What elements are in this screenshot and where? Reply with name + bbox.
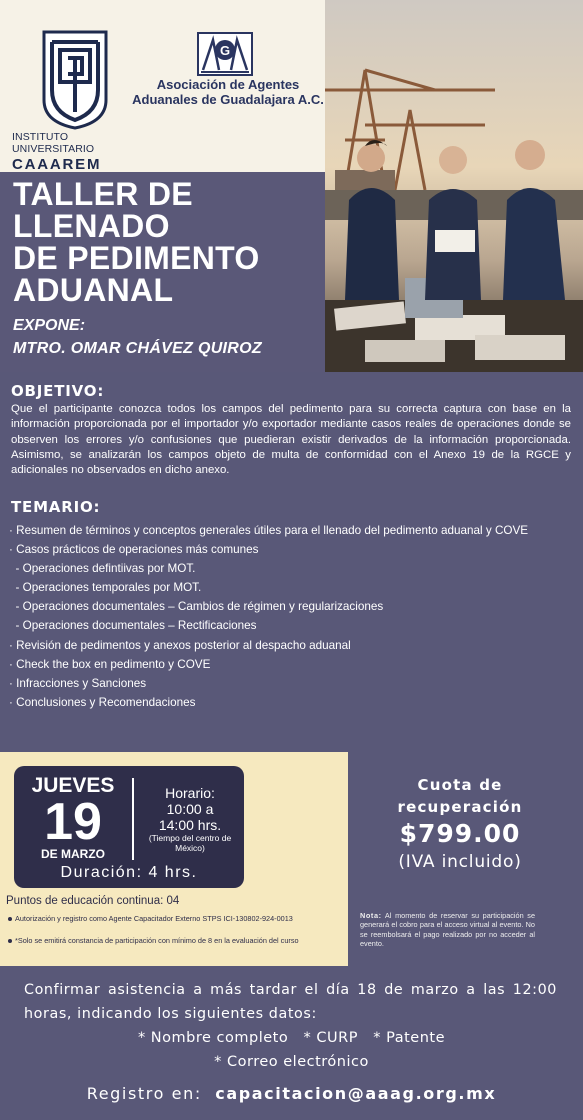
temario-item: - Operaciones temporales por MOT. [9,581,202,595]
temario-item: - Operaciones defintiivas por MOT. [9,562,196,576]
institute-name-line2: CAAAREM [12,156,102,173]
bullet-icon [8,917,12,921]
workshop-title [13,178,323,306]
payment-note-label: Nota: [360,911,382,920]
bullet-icon [8,939,12,943]
cuota-heading-line2: recuperación [397,798,523,816]
temario-item: - Operaciones documentales – Rectificaciones [9,619,257,633]
objetivo-text: Que el participante conozca todos los campos del pedimento para su correcta captura con base en la información proporcionada por el importador y/o exportador mediante casos reales de operaciones donde se observen los errores y/o confusiones que puedieran existir derivados de la información proporcionada. Asimismo, se analizarán los campos objeto de multa de conformidad con el Anexo 19 de la RGCE y adicionales no observados en dicho anexo. [11,403,571,477]
business-meeting-photo [325,0,583,372]
event-day-number: 19 [44,793,102,851]
institute-name-line1: INSTITUTO UNIVERSITARIO [12,131,95,155]
cuota-heading [372,774,548,818]
expone-label: EXPONE: [13,317,86,334]
cuota-heading-line1: Cuota de [417,776,503,794]
timezone-note: (Tiempo del centro de México) [148,833,232,853]
horario-label: Horario: [165,785,215,801]
constancia-note-text: *Solo se emitirá constancia de participación con mínimo de 8 en la evaluación del curso [15,936,299,945]
institute-name [12,131,152,173]
title-line: LLENADO [13,208,170,244]
stps-note [8,914,338,923]
education-points: Puntos de educación continua: 04 [6,895,180,907]
temario-item: · Resumen de términos y conceptos generales útiles para el llenado del pedimento aduanal y COVE [9,524,529,537]
speaker-name: MTRO. OMAR CHÁVEZ QUIROZ [13,340,262,357]
association-name-line1: Asociación de Agentes [156,77,300,92]
tax-note: (IVA incluido) [398,852,522,872]
association-name-line2: Aduanales de Guadalajara A.C. [132,92,324,107]
date-divider [132,778,134,860]
title-line: TALLER DE [13,176,193,212]
title-line: DE PEDIMENTO [13,240,260,276]
registro-label: Registro en: [86,1084,202,1103]
temario-item: · Infracciones y Sanciones [9,676,147,690]
caaarem-logo-icon [42,30,108,130]
confirm-text: Confirmar asistencia a más tardar el día 18 de marzo a las 12:00 horas, indicando los siguientes datos: [24,982,557,1022]
horario-end: 14:00 hrs. [158,817,222,833]
required-data-line1: * Nombre completo * CURP * Patente [137,1030,446,1046]
registro-email-link[interactable]: capacitacion@aaag.org.mx [215,1084,497,1103]
temario-item: · Revisión de pedimentos y anexos posterior al despacho aduanal [9,638,351,652]
temario-heading: TEMARIO: [11,498,101,516]
price-amount: $799.00 [399,819,521,848]
horario-start: 10:00 a [166,801,214,817]
required-data-line2: * Correo electrónico [214,1054,369,1070]
registro-line [0,1084,583,1103]
title-line: ADUANAL [13,272,174,308]
stps-note-text: Autorización y registro como Agente Capacitador Externo STPS ICI-130802-924-0013 [15,914,293,923]
temario-item: · Check the box en pedimento y COVE [9,657,211,671]
event-month: DE MARZO [41,847,105,861]
constancia-note [8,936,338,945]
payment-note [360,911,535,948]
svg-text:G: G [219,43,231,58]
payment-note-text: Al momento de reservar su participación se generará el cobro para el acceso virtual al evento. No se reembolsará el pago realizado por no acceder al evento. [360,911,536,948]
event-day-name: JUEVES [31,774,115,797]
event-duration: Duración: 4 hrs. [60,864,198,881]
temario-list [9,521,579,712]
association-name [128,77,328,107]
objetivo-heading: OBJETIVO: [11,382,105,400]
temario-item: - Operaciones documentales – Cambios de régimen y regularizaciones [9,600,384,614]
temario-item: · Casos prácticos de operaciones más comunes [9,543,259,557]
temario-item: · Conclusiones y Recomendaciones [9,695,196,709]
aaag-logo-icon [197,32,253,76]
